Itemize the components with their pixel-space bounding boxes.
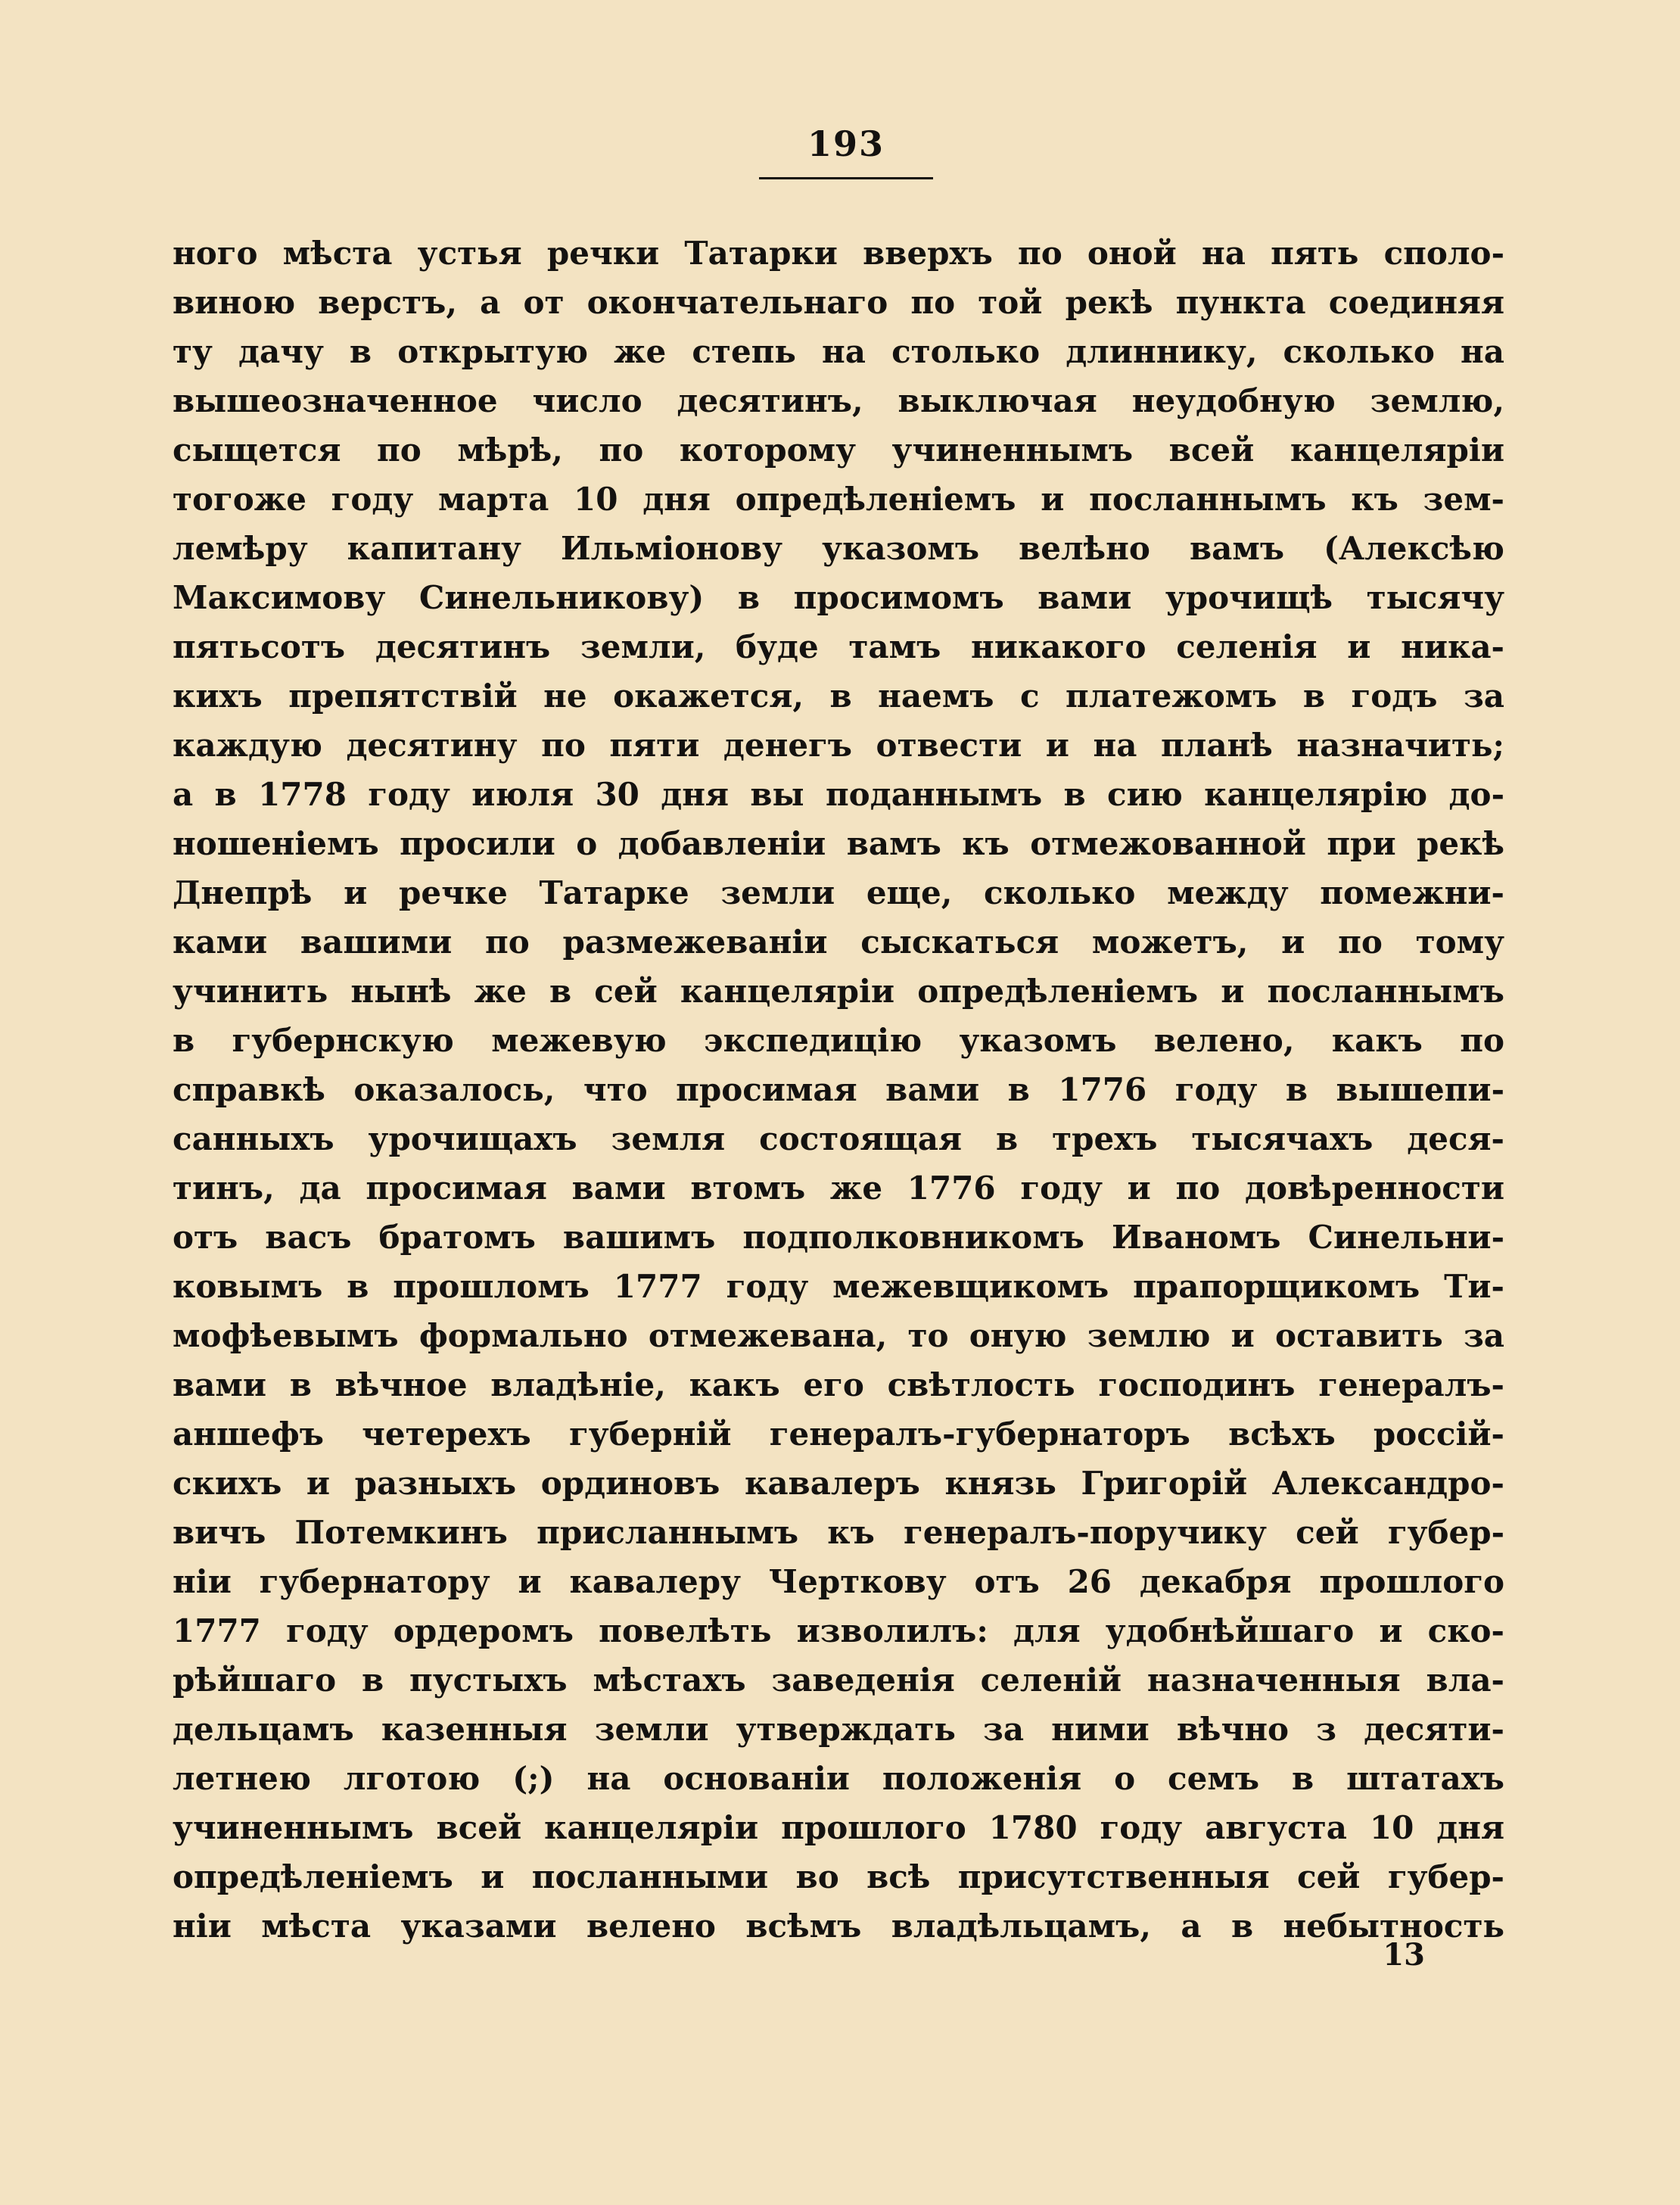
text-line: тинъ, да просимая вами втомъ же 1776 году и по довѣренности: [173, 1169, 1504, 1207]
signature-mark: 13: [1383, 1937, 1425, 1973]
body-text: [173, 229, 1504, 1951]
text-line: ного мѣста устья речки Татарки вверхъ по оной на пять споло-: [173, 235, 1504, 272]
text-line: опредѣленіемъ и посланными во всѣ присутственныя сей губер-: [173, 1858, 1504, 1895]
text-line: дельцамъ казенныя земли утверждать за ними вѣчно з десяти-: [173, 1711, 1504, 1748]
text-line: а в 1778 году июля 30 дня вы поданнымъ в сию канцелярію до-: [173, 776, 1504, 813]
text-line: летнею лготою (;) на основаніи положенія о семъ в штатахъ: [173, 1760, 1504, 1797]
text-line: в губернскую межевую экспедицію указомъ велено, какъ по: [173, 1022, 1504, 1059]
text-line: ками вашими по размежеваніи сыскаться можетъ, и по тому: [173, 923, 1504, 961]
text-line: Днепрѣ и речке Татарке земли еще, сколько между помежни-: [173, 874, 1504, 911]
text-line: ношеніемъ просили о добавленіи вамъ къ отмежованной при рекѣ: [173, 825, 1504, 862]
text-line: ту дачу в открытую же степь на столько длиннику, сколько на: [173, 333, 1504, 370]
text-line: учинить нынѣ же в сей канцеляріи опредѣленіемъ и посланнымъ: [173, 973, 1504, 1010]
text-line: отъ васъ братомъ вашимъ подполковникомъ Иваномъ Синельни-: [173, 1219, 1504, 1256]
text-line: справкѣ оказалось, что просимая вами в 1776 году в вышепи-: [173, 1071, 1504, 1108]
header-rule: [759, 177, 933, 179]
text-line: ніи губернатору и кавалеру Черткову отъ 26 декабря прошлого: [173, 1563, 1504, 1600]
text-line: вичъ Потемкинъ присланнымъ къ генералъ-поручику сей губер-: [173, 1514, 1504, 1551]
text-line: пятьсотъ десятинъ земли, буде тамъ никакого селенія и ника-: [173, 628, 1504, 665]
page-number: 193: [807, 123, 885, 164]
text-line: Максимову Синельникову) в просимомъ вами урочищѣ тысячу: [173, 579, 1504, 616]
text-line: сыщется по мѣрѣ, по которому учиненнымъ всей канцеляріи: [173, 431, 1504, 469]
text-line: санныхъ урочищахъ земля состоящая в трехъ тысячахъ деся-: [173, 1120, 1504, 1157]
text-line: тогоже году марта 10 дня опредѣленіемъ и посланнымъ къ зем-: [173, 481, 1504, 518]
text-line: скихъ и разныхъ ординовъ кавалеръ князь Григорій Александро-: [173, 1465, 1504, 1502]
text-line: рѣйшаго в пустыхъ мѣстахъ заведенія селеній назначенныя вла-: [173, 1662, 1504, 1699]
text-line: аншефъ четерехъ губерній генералъ-губернаторъ всѣхъ россій-: [173, 1415, 1504, 1453]
text-line: ковымъ в прошломъ 1777 году межевщикомъ прапорщикомъ Ти-: [173, 1268, 1504, 1305]
text-line: вами в вѣчное владѣніе, какъ его свѣтлость господинъ генералъ-: [173, 1366, 1504, 1403]
text-line: каждую десятину по пяти денегъ отвести и на планѣ назначить;: [173, 727, 1504, 764]
text-line: 1777 году ордеромъ повелѣть изволилъ: для удобнѣйшаго и ско-: [173, 1612, 1504, 1649]
text-line: мофѣевымъ формально отмежевана, то оную землю и оставить за: [173, 1317, 1504, 1354]
text-line: кихъ препятствій не окажется, в наемъ с платежомъ в годъ за: [173, 677, 1504, 715]
text-line: виною верстъ, а от окончательнаго по той рекѣ пункта соединяя: [173, 284, 1504, 321]
text-line: вышеозначенное число десятинъ, выключая неудобную землю,: [173, 382, 1504, 419]
text-line: лемѣру капитану Ильміонову указомъ велѣно вамъ (Алексѣю: [173, 530, 1504, 567]
text-line: ніи мѣста указами велено всѣмъ владѣльцамъ, а в небытность: [173, 1908, 1504, 1945]
text-line: учиненнымъ всей канцеляріи прошлого 1780 году августа 10 дня: [173, 1809, 1504, 1846]
